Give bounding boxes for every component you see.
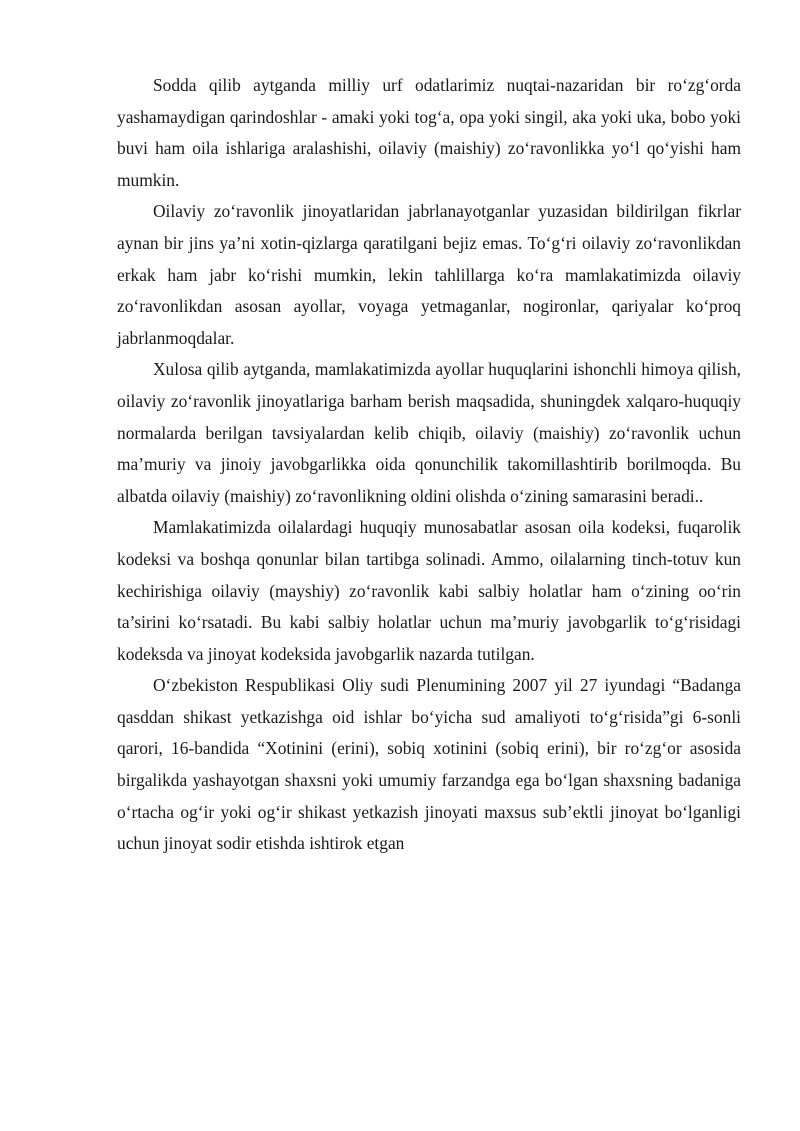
body-text — [117, 70, 741, 860]
paragraph-2: Oilaviy zo‘ravonlik jinoyatlaridan jabrlanayotganlar yuzasidan bildirilgan fikrlar aynan bir jins ya’ni xotin-qizlarga qaratilgani bejiz emas. To‘g‘ri oilaviy zo‘ravonlikdan erkak ham jabr ko‘rishi mumkin, lekin tahlillarga ko‘ra mamlakatimizda oilaviy zo‘ravonlikdan asosan ayollar, voyaga yetmaganlar, nogironlar, qariyalar ko‘proq jabrlanmoqdalar. — [117, 201, 741, 348]
paragraph-1: Sodda qilib aytganda milliy urf odatlarimiz nuqtai-nazaridan bir ro‘zg‘orda yashamaydigan qarindoshlar - amaki yoki tog‘a, opa yoki singil, aka yoki uka, bobo yoki buvi ham oila ishlariga aralashishi, oilaviy (maishiy) zo‘ravonlikka yo‘l qo‘yishi ham mumkin. — [117, 75, 741, 190]
paragraph-3: Xulosa qilib aytganda, mamlakatimizda ayollar huquqlarini ishonchli himoya qilish, oilaviy zo‘ravonlik jinoyatlariga barham berish maqsadida, shuningdek xalqaro-huquqiy normalarda berilgan tavsiyalardan kelib chiqib, oilaviy (maishiy) zo‘ravonlik uchun ma’muriy va jinoiy javobgarlikka oida qonunchilik takomillashtirib borilmoqda. Bu albatda oilaviy (maishiy) zo‘ravonlikning oldini olishda o‘zining samarasini beradi.. — [117, 359, 741, 506]
paragraph-4: Mamlakatimizda oilalardagi huquqiy munosabatlar asosan oila kodeksi, fuqarolik kodeksi va boshqa qonunlar bilan tartibga solinadi. Ammo, oilalarning tinch-totuv kun kechirishiga oilaviy (mayshiy) zo‘ravonlik kabi salbiy holatlar ham o‘zining oo‘rin ta’sirini ko‘rsatadi. Bu kabi salbiy holatlar uchun ma’muriy javobgarlik to‘g‘risidagi kodeksda va jinoyat kodeksida javobgarlik nazarda tutilgan. — [117, 517, 741, 664]
paragraph-5: O‘zbekiston Respublikasi Oliy sudi Plenumining 2007 yil 27 iyundagi “Badanga qasddan shikast yetkazishga oid ishlar bo‘yicha sud amaliyoti to‘g‘risida”gi 6-sonli qarori, 16-bandida “Xotinini (erini), sobiq xotinini (sobiq erini), bir ro‘zg‘or asosida birgalikda yashayotgan shaxsni yoki umumiy farzandga ega bo‘lgan shaxsning badaniga o‘rtacha og‘ir yoki og‘ir shikast yetkazish jinoyati maxsus sub’ektli jinoyat bo‘lganligi uchun jinoyat sodir etishda ishtirok etgan — [117, 675, 741, 854]
